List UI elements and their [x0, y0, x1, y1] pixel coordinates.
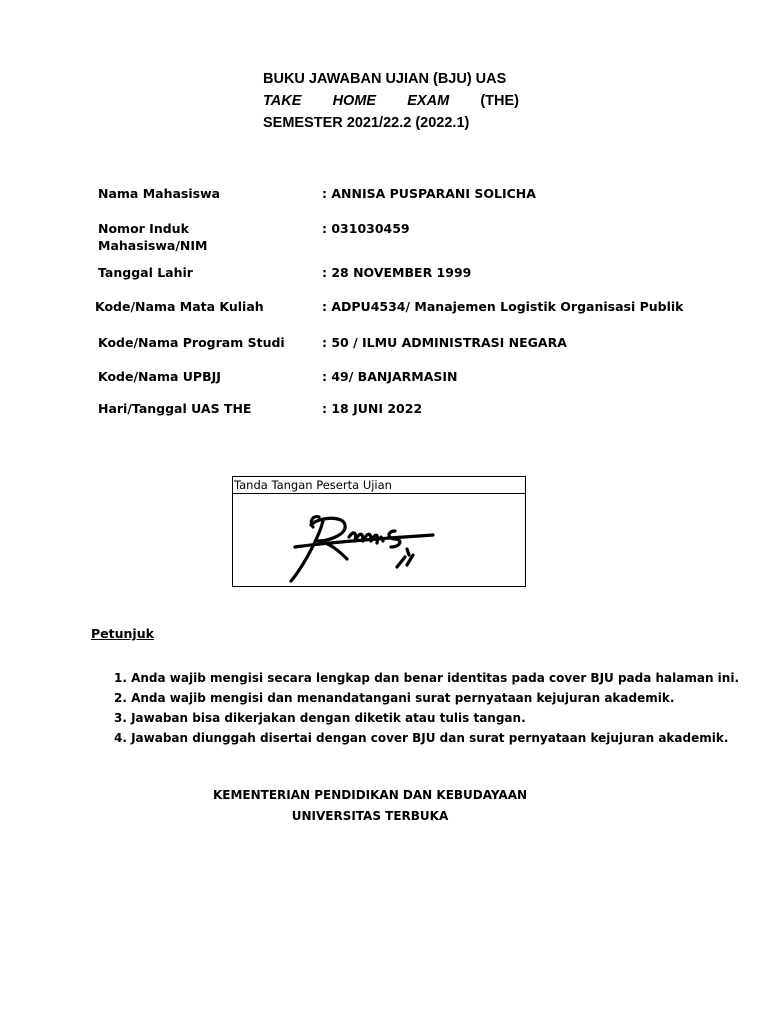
identity-label: Nomor Induk Mahasiswa/NIM [98, 221, 208, 253]
title-word-the: (THE) [480, 93, 519, 109]
title-word-home: HOME [332, 93, 377, 109]
list-item: 1. Anda wajib mengisi secara lengkap dan benar identitas pada cover BJU pada halaman ini. [114, 671, 740, 685]
identity-value: : 28 NOVEMBER 1999 [322, 265, 472, 280]
instructions-list [114, 668, 739, 748]
identity-label: Hari/Tanggal UAS THE [98, 401, 252, 416]
university-name: UNIVERSITAS TERBUKA [291, 809, 449, 823]
list-item: 4. Jawaban diunggah disertai dengan cover BJU dan surat pernyataan kejujuran akademik. [114, 731, 729, 745]
identity-label: Kode/Nama Program Studi [98, 335, 285, 350]
identity-value: : ANNISA PUSPARANI SOLICHA [322, 186, 536, 201]
identity-value: : 49/ BANJARMASIN [322, 369, 458, 384]
identity-value: : 50 / ILMU ADMINISTRASI NEGARA [322, 335, 567, 350]
identity-value: : 031030459 [322, 221, 410, 236]
signature-box [232, 476, 526, 587]
identity-label: Tanggal Lahir [98, 265, 193, 280]
instructions-heading: Petunjuk [91, 626, 154, 641]
identity-label: Kode/Nama Mata Kuliah [95, 299, 264, 314]
list-item: 3. Jawaban bisa dikerjakan dengan diketik atau tulis tangan. [114, 711, 526, 725]
document-title [263, 68, 519, 134]
signature-image [283, 497, 443, 585]
list-item: 2. Anda wajib mengisi dan menandatangani surat pernyataan kejujuran akademik. [114, 691, 675, 705]
signature-label: Tanda Tangan Peserta Ujian [233, 477, 525, 494]
title-line-3: SEMESTER 2021/22.2 (2022.1) [263, 115, 470, 131]
title-line-1: BUKU JAWABAN UJIAN (BJU) UAS [263, 71, 507, 87]
institution-footer [170, 785, 570, 827]
title-word-take: TAKE [263, 93, 302, 109]
title-line-2 [263, 90, 519, 112]
identity-label: Nama Mahasiswa [98, 186, 221, 201]
identity-value: : 18 JUNI 2022 [322, 401, 423, 416]
ministry-name: KEMENTERIAN PENDIDIKAN DAN KEBUDAYAAN [212, 788, 528, 802]
identity-label: Kode/Nama UPBJJ [98, 369, 221, 384]
identity-value: : ADPU4534/ Manajemen Logistik Organisasi Publik [322, 299, 684, 314]
title-word-exam: EXAM [407, 93, 450, 109]
